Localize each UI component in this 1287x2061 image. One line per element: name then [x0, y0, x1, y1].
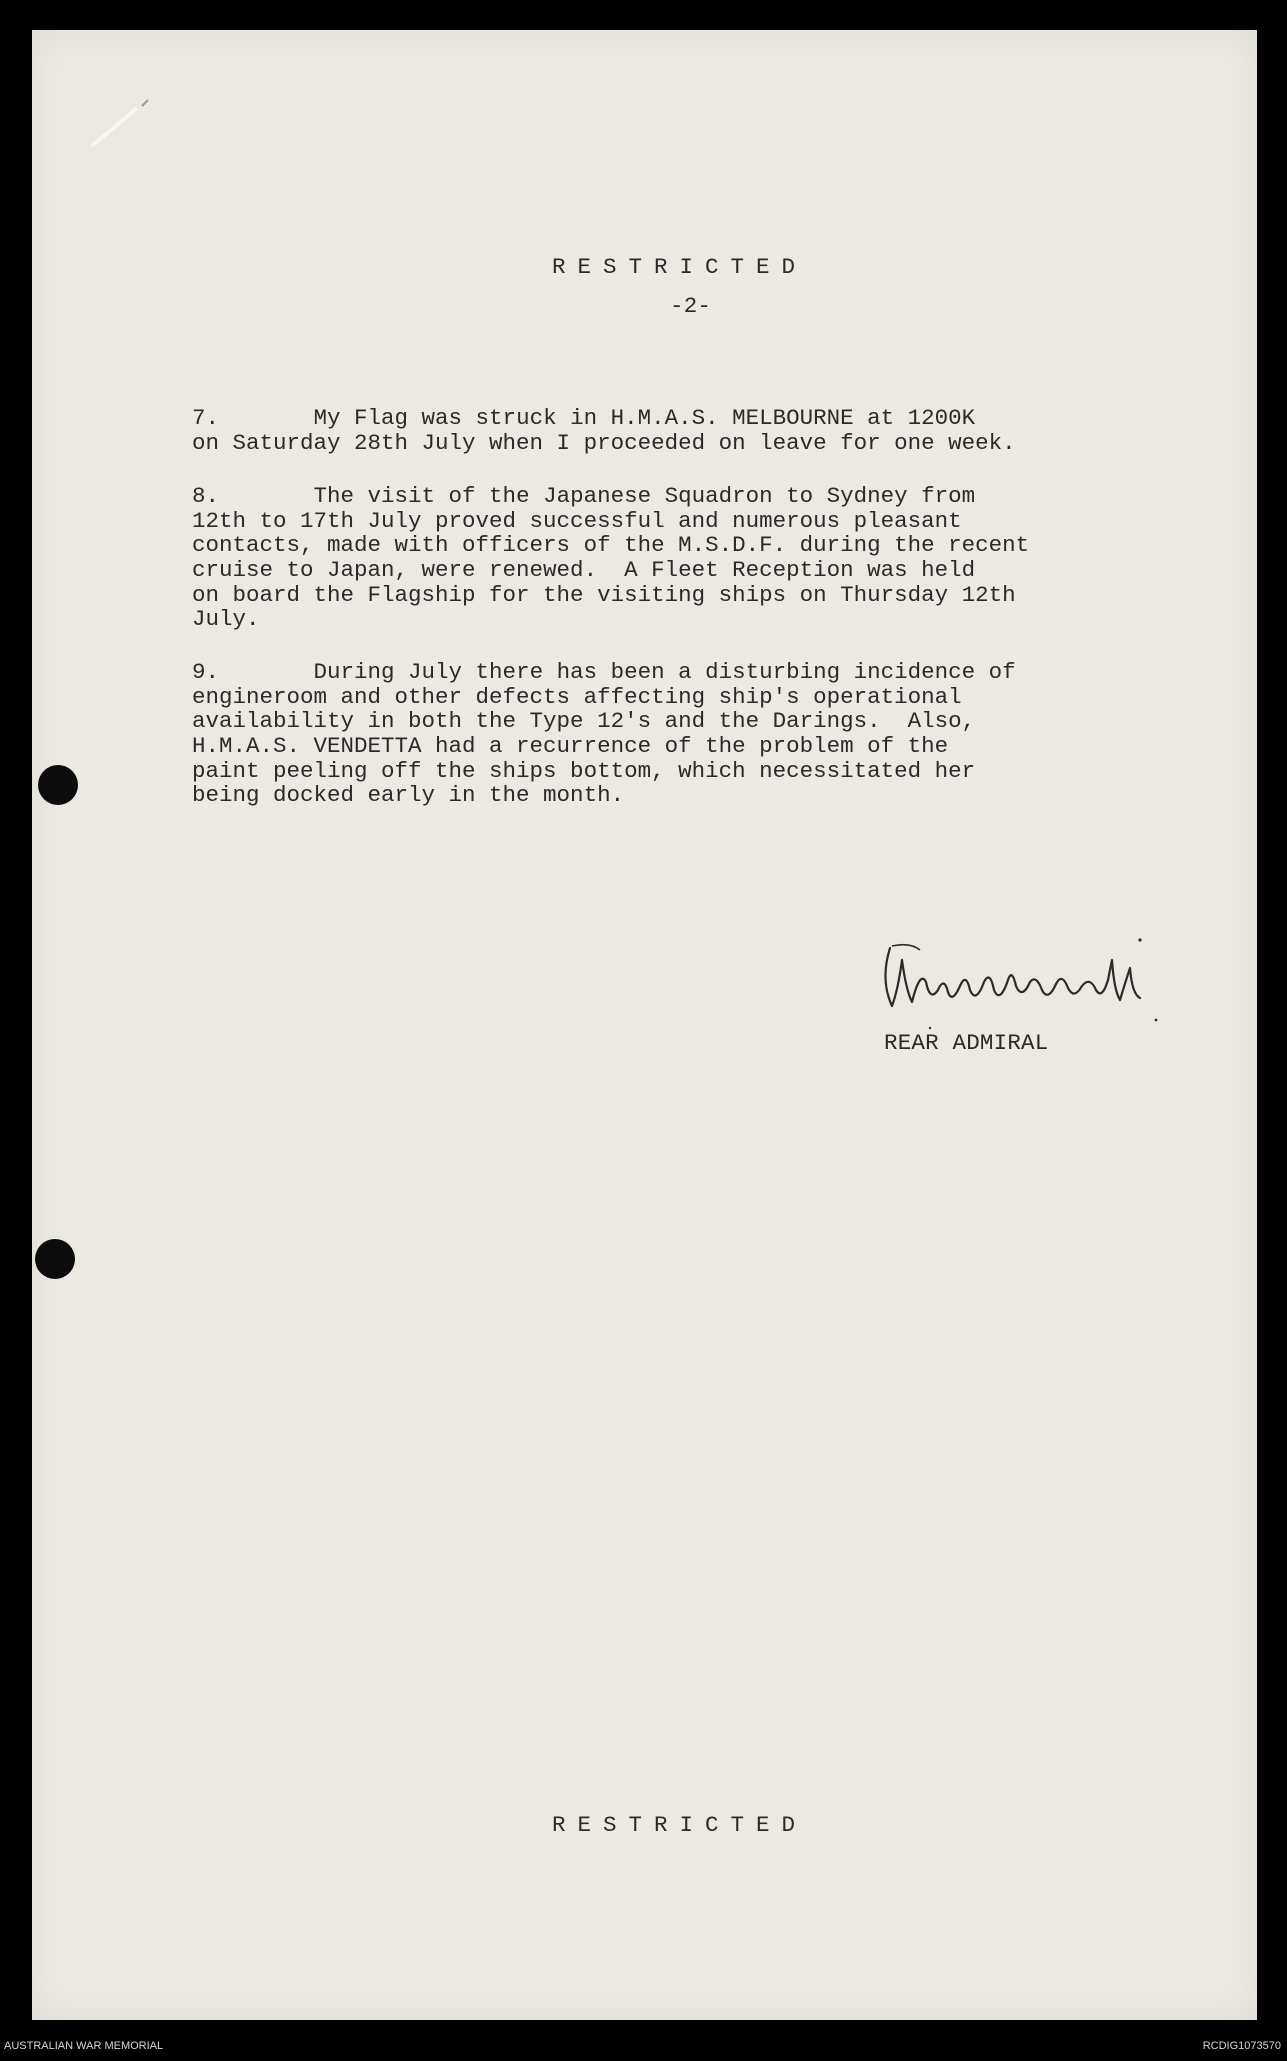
- paragraph-9-line-1: [192, 660, 1172, 685]
- paragraph-9: [192, 660, 1172, 808]
- signature-rank: REAR ADMIRAL: [884, 1030, 1049, 1056]
- paragraph-8-line-4: cruise to Japan, were renewed. A Fleet Reception was held: [192, 557, 976, 584]
- paragraph-number: 9.: [192, 659, 220, 685]
- paragraph-number: 7.: [192, 405, 220, 431]
- paragraph-9-line-4: H.M.A.S. VENDETTA had a recurrence of the problem of the: [192, 733, 949, 760]
- paragraph-text: My Flag was struck in H.M.A.S. MELBOURNE at 1200K: [313, 405, 976, 431]
- paragraph-9-line-5: paint peeling off the ships bottom, which necessitated her: [192, 757, 976, 784]
- paragraph-8-line-6: July.: [192, 606, 260, 633]
- paragraph-7-line-1: [192, 406, 1172, 431]
- paragraph-8-line-5: on board the Flagship for the visiting ships on Thursday 12th: [192, 581, 1016, 608]
- paragraph-8: [192, 484, 1172, 632]
- paragraph-7-line-2: on Saturday 28th July when I proceeded on leave for one week.: [192, 429, 1016, 456]
- paragraph-8-line-3: contacts, made with officers of the M.S.D.F. during the recent: [192, 532, 1030, 559]
- paragraph-text: The visit of the Japanese Squadron to Sydney from: [313, 483, 976, 509]
- paragraph-text: During July there has been a disturbing incidence of: [313, 659, 1016, 685]
- page-number: -2-: [670, 293, 712, 319]
- footer-classification: RESTRICTED: [552, 1812, 808, 1838]
- handwritten-signature: [850, 920, 1180, 1030]
- header-classification: RESTRICTED: [552, 254, 808, 280]
- paragraph-9-line-3: availability in both the Type 12's and the Darings. Also,: [192, 708, 976, 735]
- paragraph-9-line-2: engineroom and other defects affecting ship's operational: [192, 683, 962, 710]
- archive-watermark: AUSTRALIAN WAR MEMORIAL: [4, 2040, 164, 2052]
- archive-id: RCDIG1073570: [1202, 2040, 1281, 2052]
- punch-hole-bottom: [35, 1239, 75, 1279]
- paragraph-7: [192, 406, 1172, 455]
- paragraph-8-line-1: [192, 484, 1172, 509]
- paragraph-9-line-6: being docked early in the month.: [192, 782, 625, 809]
- punch-hole-top: [38, 765, 78, 805]
- staple-mark-icon: [82, 70, 162, 160]
- paragraph-8-line-2: 12th to 17th July proved successful and numerous pleasant: [192, 507, 962, 534]
- paragraph-number: 8.: [192, 483, 220, 509]
